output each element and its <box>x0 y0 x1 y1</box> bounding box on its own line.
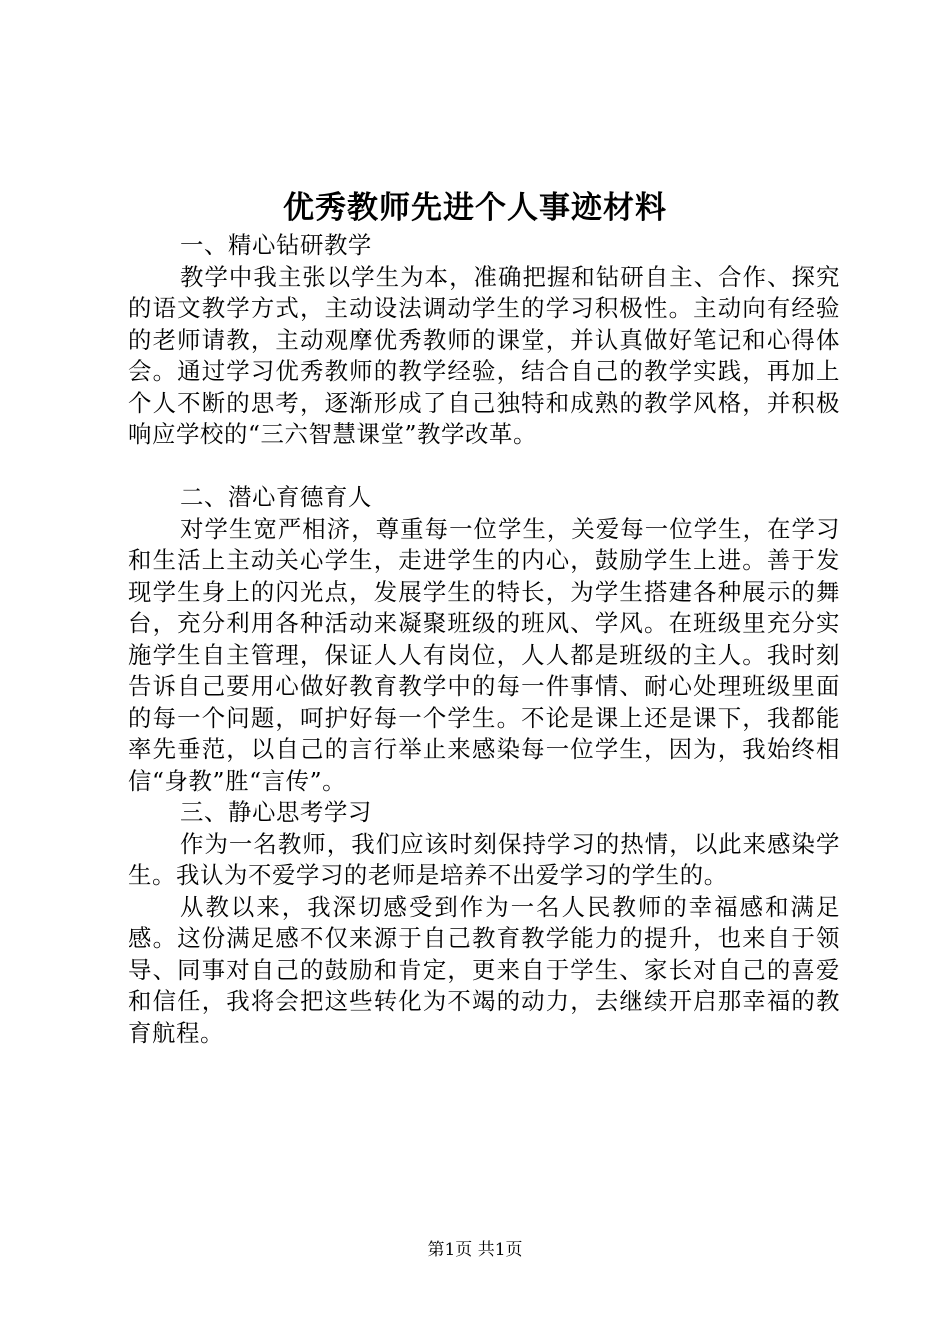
section-heading-2: 二、潜心育德育人 <box>180 483 372 511</box>
section-3-paragraph-1: 作为一名教师，我们应该时刻保持学习的热情，以此来感染学生。我认为不爱学习的老师是培养不出爱学习的学生的。 <box>128 829 840 889</box>
document-body <box>128 230 840 1049</box>
document-title: 优秀教师先进个人事迹材料 <box>283 190 667 226</box>
section-heading-3: 三、静心思考学习 <box>180 798 372 826</box>
section-3-paragraph-2: 从教以来，我深切感受到作为一名人民教师的幸福感和满足感。这份满足感不仅来源于自己教育教学能力的提升，也来自于领导、同事对自己的鼓励和肯定，更来自于学生、家长对自己的喜爱和信任，我将会把这些转化为不竭的动力，去继续开启那幸福的教育航程。 <box>128 892 840 1047</box>
paragraph-spacer <box>128 451 840 483</box>
section-heading-1: 一、精心钻研教学 <box>180 231 372 259</box>
page-number-footer: 第1页 共1页 <box>427 1240 523 1260</box>
section-2-paragraph-1: 对学生宽严相济，尊重每一位学生，关爱每一位学生，在学习和生活上主动关心学生，走进学生的内心，鼓励学生上进。善于发现学生身上的闪光点，发展学生的特长，为学生搭建各种展示的舞台，充分利用各种活动来凝聚班级的班风、学风。在班级里充分实施学生自主管理，保证人人有岗位，人人都是班级的主人。我时刻告诉自己要用心做好教育教学中的每一件事情、耐心处理班级里面的每一个问题，呵护好每一个学生。不论是课上还是课下，我都能率先垂范，以自己的言行举止来感染每一位学生，因为，我始终相信“身教”胜“言传”。 <box>128 514 840 795</box>
section-1-paragraph-1: 教学中我主张以学生为本，准确把握和钻研自主、合作、探究的语文教学方式，主动设法调动学生的学习积极性。主动向有经验的老师请教，主动观摩优秀教师的课堂，并认真做好笔记和心得体会。通过学习优秀教师的教学经验，结合自己的教学实践，再加上个人不断的思考，逐渐形成了自己独特和成熟的教学风格，并积极响应学校的“三六智慧课堂”教学改革。 <box>128 262 840 448</box>
